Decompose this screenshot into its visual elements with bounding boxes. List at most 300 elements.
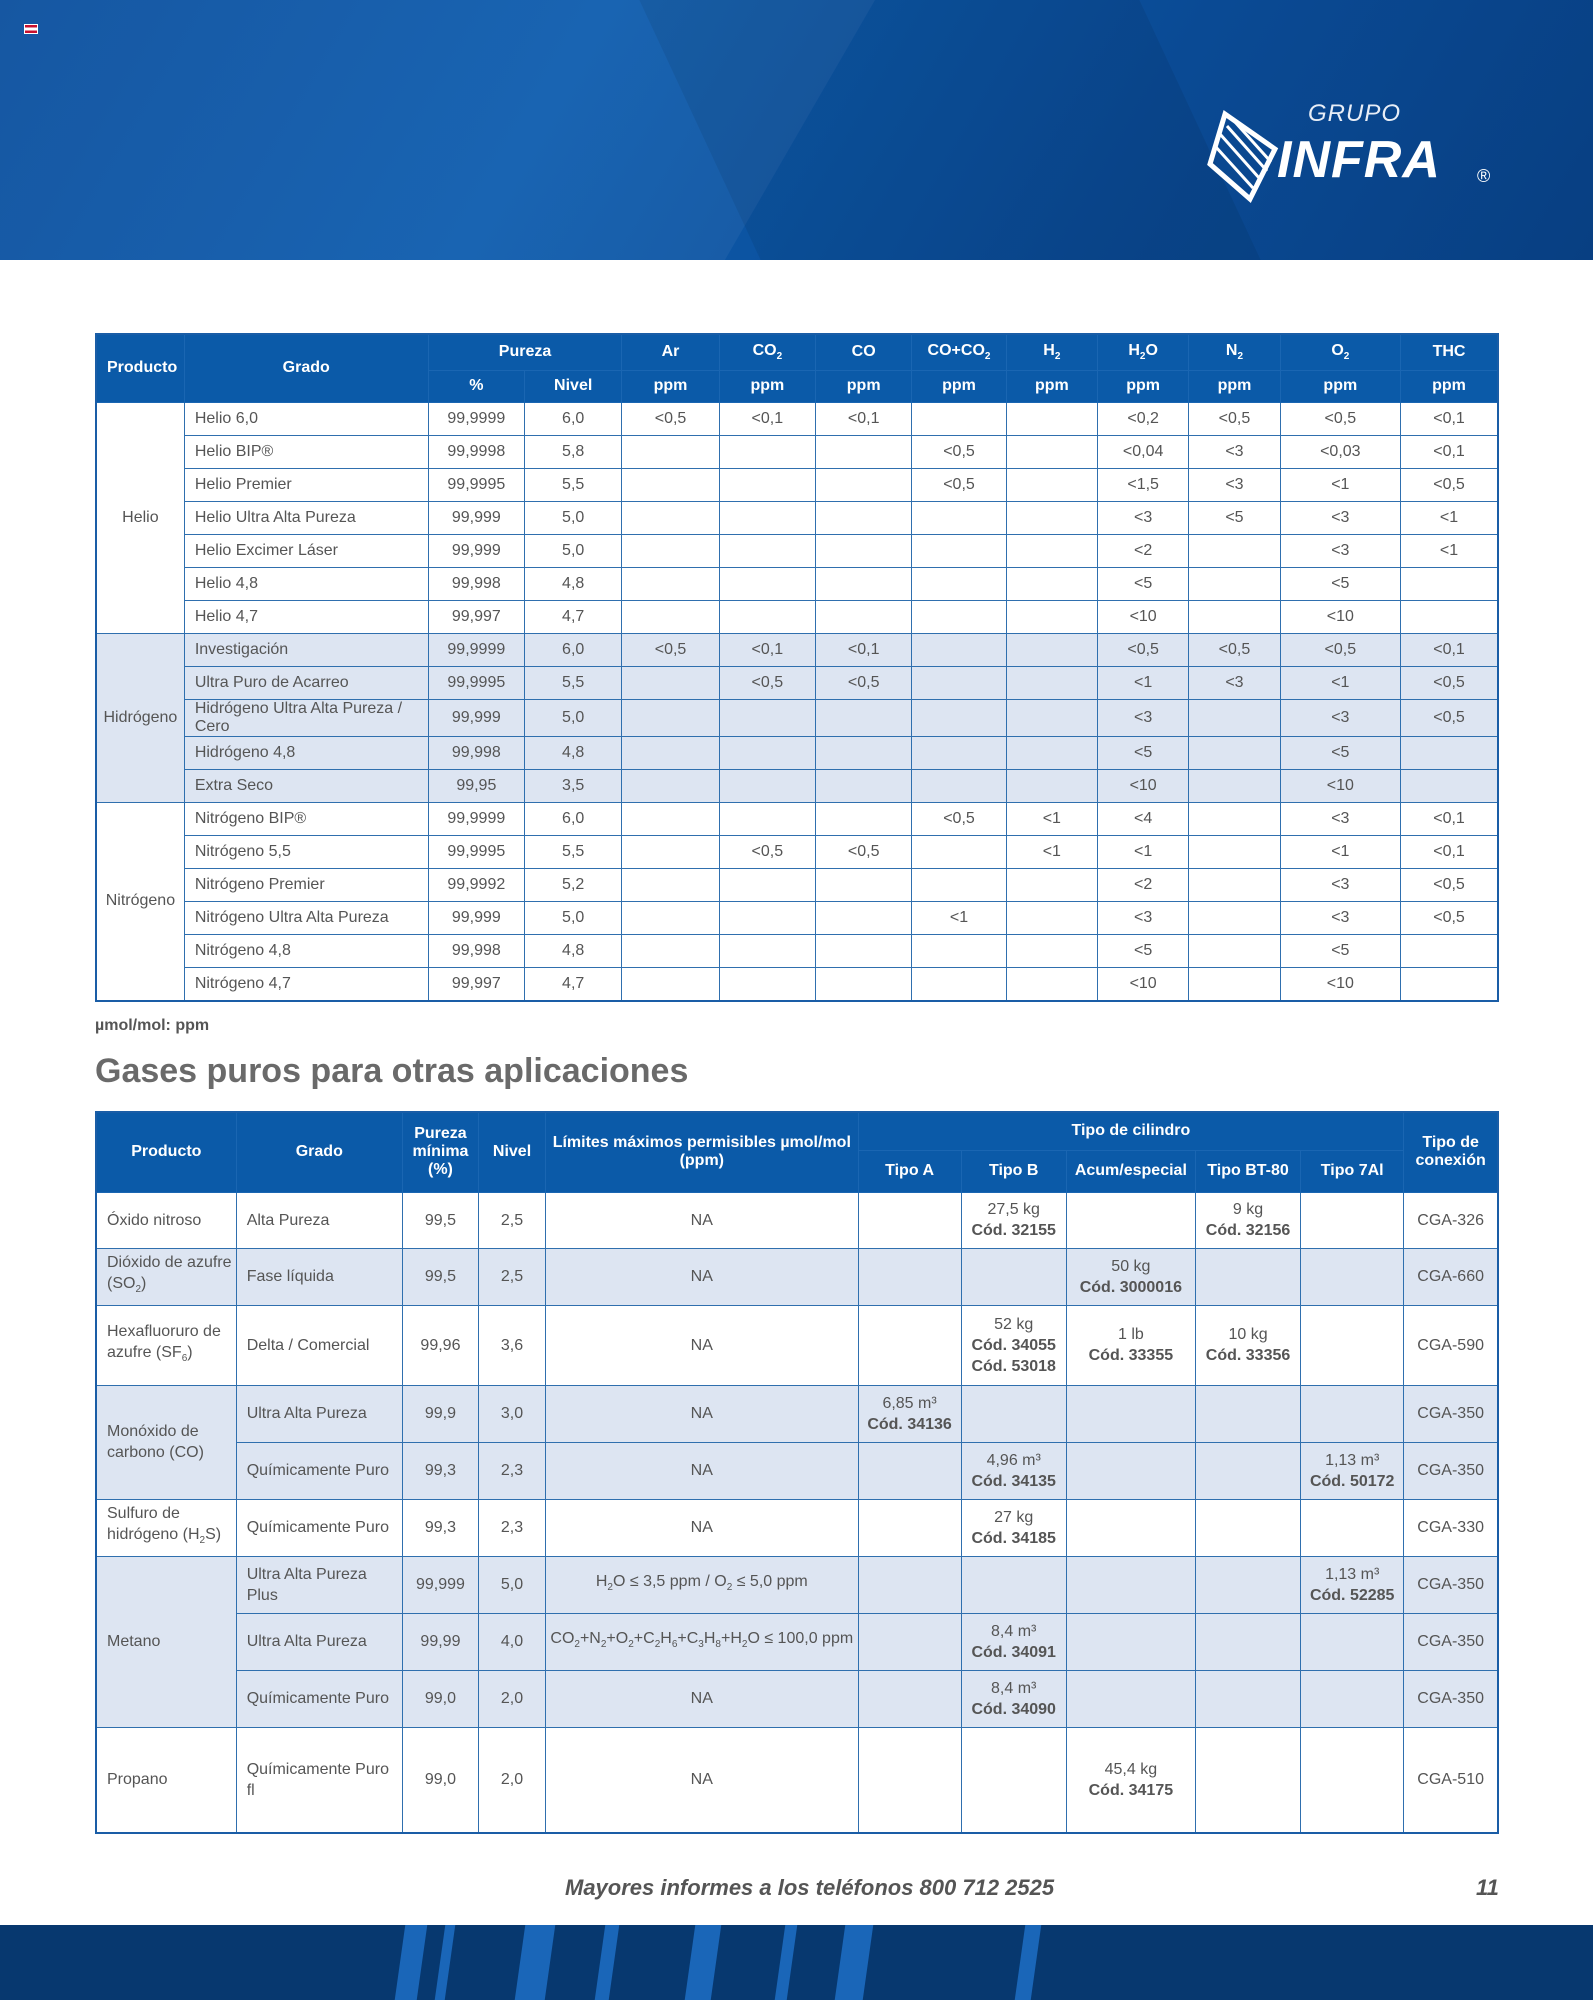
table-row (96, 402, 1498, 435)
table-cell: 99,96 (402, 1305, 478, 1385)
table-cell: NA (546, 1248, 858, 1305)
table-cell (961, 1305, 1066, 1385)
grade-cell: Nitrógeno 5,5 (184, 835, 428, 868)
table-cell (1066, 1613, 1195, 1670)
table-cell: <10 (1280, 600, 1400, 633)
table-cell: <1 (1097, 666, 1188, 699)
table-cell (622, 769, 719, 802)
table-cell: CGA-350 (1404, 1556, 1498, 1613)
table-cell: Hexafluoruro de azufre $(SF_6)$ (96, 1305, 236, 1385)
table-cell (622, 868, 719, 901)
table-cell (961, 1248, 1066, 1305)
table-cell (622, 835, 719, 868)
capacity: 1 lb (1117, 1326, 1144, 1343)
table-cell (1301, 1442, 1404, 1499)
table-cell (622, 468, 719, 501)
table-cell (912, 633, 1006, 666)
table-cell: 2,0 (479, 1670, 546, 1727)
product-code: Cód. 34055 (971, 1336, 1056, 1354)
product-code: Cód. 33356 (1205, 1347, 1291, 1364)
table-cell (1401, 736, 1498, 769)
table-cell (622, 802, 719, 835)
table-cell: <0,04 (1097, 435, 1188, 468)
table-cell (719, 868, 815, 901)
table-cell (1301, 1385, 1404, 1442)
table-cell (1301, 1248, 1404, 1305)
purity-table-helio-hidrogeno-nitrogeno (95, 333, 1499, 1002)
table-cell (912, 699, 1006, 736)
logo-infra-text: INFRA (1277, 131, 1441, 189)
table-cell: 5,0 (525, 501, 622, 534)
table-cell: <3 (1097, 699, 1188, 736)
table-cell: <1 (1280, 468, 1400, 501)
col-grado: Grado (184, 334, 428, 402)
table-cell: 99,998 (428, 567, 524, 600)
table-cell: Ultra Alta Pureza (236, 1385, 402, 1442)
table-cell (1006, 769, 1097, 802)
table-cell (622, 567, 719, 600)
table-row (96, 967, 1498, 1001)
table-cell: CGA-350 (1404, 1385, 1498, 1442)
table-cell (858, 1385, 961, 1442)
table-cell: <0,1 (816, 402, 912, 435)
table-cell (1401, 934, 1498, 967)
table-cell: <0,5 (622, 633, 719, 666)
table-cell (961, 1499, 1066, 1556)
table-cell: 5,0 (525, 699, 622, 736)
table-cell: <0,5 (1280, 402, 1400, 435)
table-cell (1006, 868, 1097, 901)
table-cell: Dióxido de azufre $(SO_2)$ (96, 1248, 236, 1305)
table-row (96, 501, 1498, 534)
table-cell: Químicamente Puro (236, 1442, 402, 1499)
unit-ppm: ppm (816, 370, 912, 402)
table-row (96, 934, 1498, 967)
table-cell: <1 (1401, 534, 1498, 567)
table-cell (816, 534, 912, 567)
table-cell: <2 (1097, 868, 1188, 901)
table-cell: Propano (96, 1727, 236, 1833)
table-cell: 99,9992 (428, 868, 524, 901)
table-cell: <0,03 (1280, 435, 1400, 468)
table-row (96, 868, 1498, 901)
grade-cell: Nitrógeno 4,7 (184, 967, 428, 1001)
col-ar: Ar (622, 334, 719, 370)
table-cell (1189, 769, 1280, 802)
table-cell (858, 1192, 961, 1248)
table-cell: $H_2O \le 3,5$ ppm / $O_2 \le 5,0$ ppm (546, 1556, 858, 1613)
table-cell: 99,0 (402, 1670, 478, 1727)
table-cell: 99,99 (402, 1613, 478, 1670)
table-cell: <0,5 (1401, 468, 1498, 501)
table-cell: <10 (1097, 967, 1188, 1001)
table-cell: <1 (1097, 835, 1188, 868)
table-cell (622, 901, 719, 934)
table-row (96, 600, 1498, 633)
table-cell (816, 600, 912, 633)
table-cell: 99,9995 (428, 835, 524, 868)
table-cell: Metano (96, 1556, 236, 1727)
table-cell: <0,1 (1401, 802, 1498, 835)
table-cell (816, 769, 912, 802)
table-cell (1401, 967, 1498, 1001)
table-cell (1006, 633, 1097, 666)
table-cell (622, 934, 719, 967)
table-cell: CGA-660 (1404, 1248, 1498, 1305)
table-cell: 6,0 (525, 633, 622, 666)
table-cell (1066, 1192, 1195, 1248)
table-cell (816, 967, 912, 1001)
table-cell (1189, 736, 1280, 769)
table-cell: <1 (1401, 501, 1498, 534)
table-cell (1189, 835, 1280, 868)
table-row (96, 802, 1498, 835)
table-cell (1006, 600, 1097, 633)
table-cell (858, 1670, 961, 1727)
table-cell (719, 468, 815, 501)
product-code: Cód. 32156 (1205, 1222, 1291, 1239)
table-cell: 99,9995 (428, 666, 524, 699)
grade-cell: Nitrógeno 4,8 (184, 934, 428, 967)
table-cell: 99,3 (402, 1442, 478, 1499)
table-cell (961, 1385, 1066, 1442)
table-cell (816, 802, 912, 835)
table-cell (912, 402, 1006, 435)
table-cell: Químicamente Puro (236, 1499, 402, 1556)
col-n2: $N_2$ (1189, 334, 1280, 370)
footer-band (0, 1925, 1593, 2000)
col2-7al: Tipo 7Al (1301, 1150, 1404, 1192)
page-header (0, 0, 1593, 260)
table-cell (858, 1499, 961, 1556)
table-cell (912, 769, 1006, 802)
table-cell (1189, 600, 1280, 633)
capacity: 8,4 m³ (991, 1622, 1037, 1640)
table-cell (912, 534, 1006, 567)
table-cell (719, 769, 815, 802)
table-cell (1066, 1305, 1195, 1385)
table-cell (1301, 1670, 1404, 1727)
table-cell (1066, 1248, 1195, 1305)
table-cell: NA (546, 1305, 858, 1385)
table-cell (719, 600, 815, 633)
table-cell: 99,999 (428, 699, 524, 736)
table-cell (622, 736, 719, 769)
capacity: 10 kg (1228, 1326, 1268, 1343)
table-cell (1189, 699, 1280, 736)
table-cell: 99,998 (428, 934, 524, 967)
table-row (96, 699, 1498, 736)
table-cell (1301, 1499, 1404, 1556)
grade-cell: Helio 4,7 (184, 600, 428, 633)
product-code: Cód. 34136 (867, 1415, 952, 1433)
col-h2o: $H_2O$ (1097, 334, 1188, 370)
capacity: 1,13 m³ (1325, 1451, 1380, 1469)
table-cell (1006, 699, 1097, 736)
table-cell: 6,0 (525, 802, 622, 835)
table-cell: CGA-330 (1404, 1499, 1498, 1556)
table-cell: <3 (1280, 501, 1400, 534)
table-row (96, 633, 1498, 666)
table-row (96, 666, 1498, 699)
table-cell: 99,5 (402, 1192, 478, 1248)
table-row (96, 435, 1498, 468)
table-cell (961, 1670, 1066, 1727)
product-code: Cód. 50172 (1309, 1472, 1395, 1490)
table-cell: Ultra Alta Pureza Plus (236, 1556, 402, 1613)
table-cell (1189, 868, 1280, 901)
table-cell: 5,2 (525, 868, 622, 901)
table-cell: <0,5 (912, 802, 1006, 835)
table-cell: 5,0 (525, 534, 622, 567)
table-cell (1066, 1727, 1195, 1833)
table-cell (622, 435, 719, 468)
table-cell (1401, 567, 1498, 600)
table-row (96, 567, 1498, 600)
table-cell: <0,1 (1401, 402, 1498, 435)
table-cell: 2,5 (479, 1248, 546, 1305)
col2-bt80: Tipo BT-80 (1195, 1150, 1300, 1192)
table-cell (816, 435, 912, 468)
table-cell: 3,5 (525, 769, 622, 802)
table-cell: 99,5 (402, 1248, 478, 1305)
unit-ppm: ppm (1189, 370, 1280, 402)
table-cell (719, 534, 815, 567)
units-note: µmol/mol: ppm (95, 1017, 210, 1034)
table-cell: <3 (1189, 666, 1280, 699)
col-co2: $CO_2$ (719, 334, 815, 370)
table-cell: NA (546, 1727, 858, 1833)
table-cell (1195, 1192, 1300, 1248)
table-cell (1006, 736, 1097, 769)
col2-tipo-b: Tipo B (961, 1150, 1066, 1192)
table-cell: <5 (1189, 501, 1280, 534)
table-cell: 5,5 (525, 835, 622, 868)
table-cell: <10 (1097, 600, 1188, 633)
col2-conexion: Tipo de conexión (1404, 1112, 1498, 1192)
table-cell (912, 934, 1006, 967)
grade-cell: Helio Excimer Láser (184, 534, 428, 567)
capacity: 8,4 m³ (991, 1679, 1037, 1697)
table-cell (1066, 1442, 1195, 1499)
table-cell (1195, 1499, 1300, 1556)
table-cell: <3 (1280, 699, 1400, 736)
table-cell: CGA-590 (1404, 1305, 1498, 1385)
table-cell (858, 1727, 961, 1833)
col-thc: THC (1401, 334, 1498, 370)
table-cell (719, 934, 815, 967)
table-cell (912, 666, 1006, 699)
table-cell (1195, 1556, 1300, 1613)
table-cell: <0,5 (1189, 402, 1280, 435)
table-cell (816, 567, 912, 600)
product-group-cell: Helio (96, 402, 184, 633)
table-cell: <1 (912, 901, 1006, 934)
table-cell: 5,5 (525, 468, 622, 501)
registered-mark: ® (1477, 166, 1491, 186)
table-cell: <3 (1189, 435, 1280, 468)
table-cell: 5,0 (479, 1556, 546, 1613)
table-cell: 5,0 (525, 901, 622, 934)
table-cell: <1,5 (1097, 468, 1188, 501)
table-row (96, 534, 1498, 567)
product-group-cell: Hidrógeno (96, 633, 184, 802)
table-cell (1195, 1442, 1300, 1499)
capacity: 4,96 m³ (986, 1451, 1041, 1469)
grade-cell: Extra Seco (184, 769, 428, 802)
table-cell: <10 (1280, 967, 1400, 1001)
table-cell: Químicamente Puro (236, 1670, 402, 1727)
table-cell: 3,0 (479, 1385, 546, 1442)
table-cell: <0,5 (719, 835, 815, 868)
table-row (96, 769, 1498, 802)
unit-ppm: ppm (1401, 370, 1498, 402)
table-cell: <0,5 (912, 468, 1006, 501)
table-cell (719, 736, 815, 769)
table-cell (719, 802, 815, 835)
grade-cell: Helio 4,8 (184, 567, 428, 600)
table-cell (961, 1613, 1066, 1670)
table-cell: <3 (1280, 901, 1400, 934)
product-code: Cód. 32155 (971, 1222, 1056, 1239)
table-cell (961, 1442, 1066, 1499)
table-cell: NA (546, 1385, 858, 1442)
page-number: 11 (1476, 1875, 1499, 1900)
capacity: 50 kg (1111, 1257, 1151, 1275)
table-cell (1401, 769, 1498, 802)
table-cell (1006, 567, 1097, 600)
grade-cell: Helio BIP® (184, 435, 428, 468)
table-cell: <3 (1097, 501, 1188, 534)
table-cell: <0,5 (1401, 699, 1498, 736)
table-cell: <0,5 (912, 435, 1006, 468)
table-cell: Alta Pureza (236, 1192, 402, 1248)
table-cell (1189, 901, 1280, 934)
table-cell (622, 666, 719, 699)
table-cell (912, 600, 1006, 633)
table-cell (816, 934, 912, 967)
product-code: Cód. 34175 (1088, 1781, 1174, 1799)
col-o2: $O_2$ (1280, 334, 1400, 370)
col2-tipo-cilindro: Tipo de cilindro (858, 1112, 1404, 1150)
table-cell (858, 1613, 961, 1670)
table-cell: <10 (1280, 769, 1400, 802)
table-cell (1006, 901, 1097, 934)
table-cell: NA (546, 1192, 858, 1248)
table-cell: 6,0 (525, 402, 622, 435)
table-cell: 99,9995 (428, 468, 524, 501)
table-cell: Delta / Comercial (236, 1305, 402, 1385)
table-row (96, 736, 1498, 769)
table-cell (1006, 435, 1097, 468)
table-cell: 2,3 (479, 1499, 546, 1556)
table-cell: 99,3 (402, 1499, 478, 1556)
table-cell (1195, 1727, 1300, 1833)
table-cell (622, 501, 719, 534)
table-cell: 2,5 (479, 1192, 546, 1248)
table-cell (912, 501, 1006, 534)
table-cell: 4,7 (525, 600, 622, 633)
table-cell: 3,6 (479, 1305, 546, 1385)
table-cell (1006, 468, 1097, 501)
table-cell: <0,5 (1189, 633, 1280, 666)
table-cell: <0,1 (1401, 633, 1498, 666)
table-cell: 99,9998 (428, 435, 524, 468)
table-cell: <0,5 (1401, 868, 1498, 901)
table-cell: Químicamente Puro fl (236, 1727, 402, 1833)
capacity: 9 kg (1232, 1201, 1264, 1218)
capacity: 6,85 m³ (882, 1394, 937, 1412)
grade-cell: Hidrógeno Ultra Alta Pureza / Cero (184, 699, 428, 736)
table-cell: <0,5 (1401, 666, 1498, 699)
capacity: 1,13 m³ (1325, 1565, 1380, 1583)
table-cell (816, 468, 912, 501)
table-cell (1006, 934, 1097, 967)
table-cell: Sulfuro de hidrógeno $(H_2S)$ (96, 1499, 236, 1556)
footer-contact-text: Mayores informes a los teléfonos 800 712 2525 (565, 1875, 1055, 1900)
pure-gases-other-applications-table (95, 1111, 1499, 1834)
infra-stripes-icon (1205, 104, 1285, 204)
col2-tipo-a: Tipo A (858, 1150, 961, 1192)
table-cell (1006, 534, 1097, 567)
table-cell (858, 1442, 961, 1499)
col-producto: Producto (96, 334, 184, 402)
table-cell: 5,8 (525, 435, 622, 468)
table-cell: Fase líquida (236, 1248, 402, 1305)
table-cell (1189, 802, 1280, 835)
table-cell: 4,8 (525, 736, 622, 769)
table-row (96, 835, 1498, 868)
table-cell: <3 (1280, 534, 1400, 567)
unit-ppm: ppm (1280, 370, 1400, 402)
col-nivel: Nivel (525, 370, 622, 402)
table-cell: CGA-326 (1404, 1192, 1498, 1248)
table-cell (1195, 1248, 1300, 1305)
table-cell (816, 901, 912, 934)
table-cell: 4,8 (525, 567, 622, 600)
col2-pureza: Pureza mínima (%) (402, 1112, 478, 1192)
table-cell (622, 534, 719, 567)
table-cell: 99,998 (428, 736, 524, 769)
capacity: 45,4 kg (1104, 1760, 1158, 1778)
table-cell: <3 (1280, 802, 1400, 835)
table-cell: <1 (1006, 835, 1097, 868)
table-cell (1401, 600, 1498, 633)
table-cell (719, 501, 815, 534)
product-code: Cód. 53018 (971, 1357, 1056, 1375)
table-cell (1066, 1670, 1195, 1727)
table-cell (1301, 1305, 1404, 1385)
table-cell: 99,9999 (428, 633, 524, 666)
grade-cell: Hidrógeno 4,8 (184, 736, 428, 769)
table-cell (719, 901, 815, 934)
col-pureza: Pureza (428, 334, 622, 370)
table-cell: <5 (1097, 736, 1188, 769)
table-cell: 99,95 (428, 769, 524, 802)
product-code: Cód. 34185 (971, 1529, 1056, 1547)
section-title: Gases puros para otras aplicaciones (95, 1052, 689, 1090)
table-cell: 2,3 (479, 1442, 546, 1499)
product-code: Cód. 34091 (971, 1643, 1056, 1661)
table-cell: <0,5 (1097, 633, 1188, 666)
col2-grado: Grado (236, 1112, 402, 1192)
table-cell: 2,0 (479, 1727, 546, 1833)
table-cell: <10 (1097, 769, 1188, 802)
table-cell (1301, 1727, 1404, 1833)
unit-ppm: ppm (719, 370, 815, 402)
table-cell (1006, 967, 1097, 1001)
table-cell (1006, 666, 1097, 699)
